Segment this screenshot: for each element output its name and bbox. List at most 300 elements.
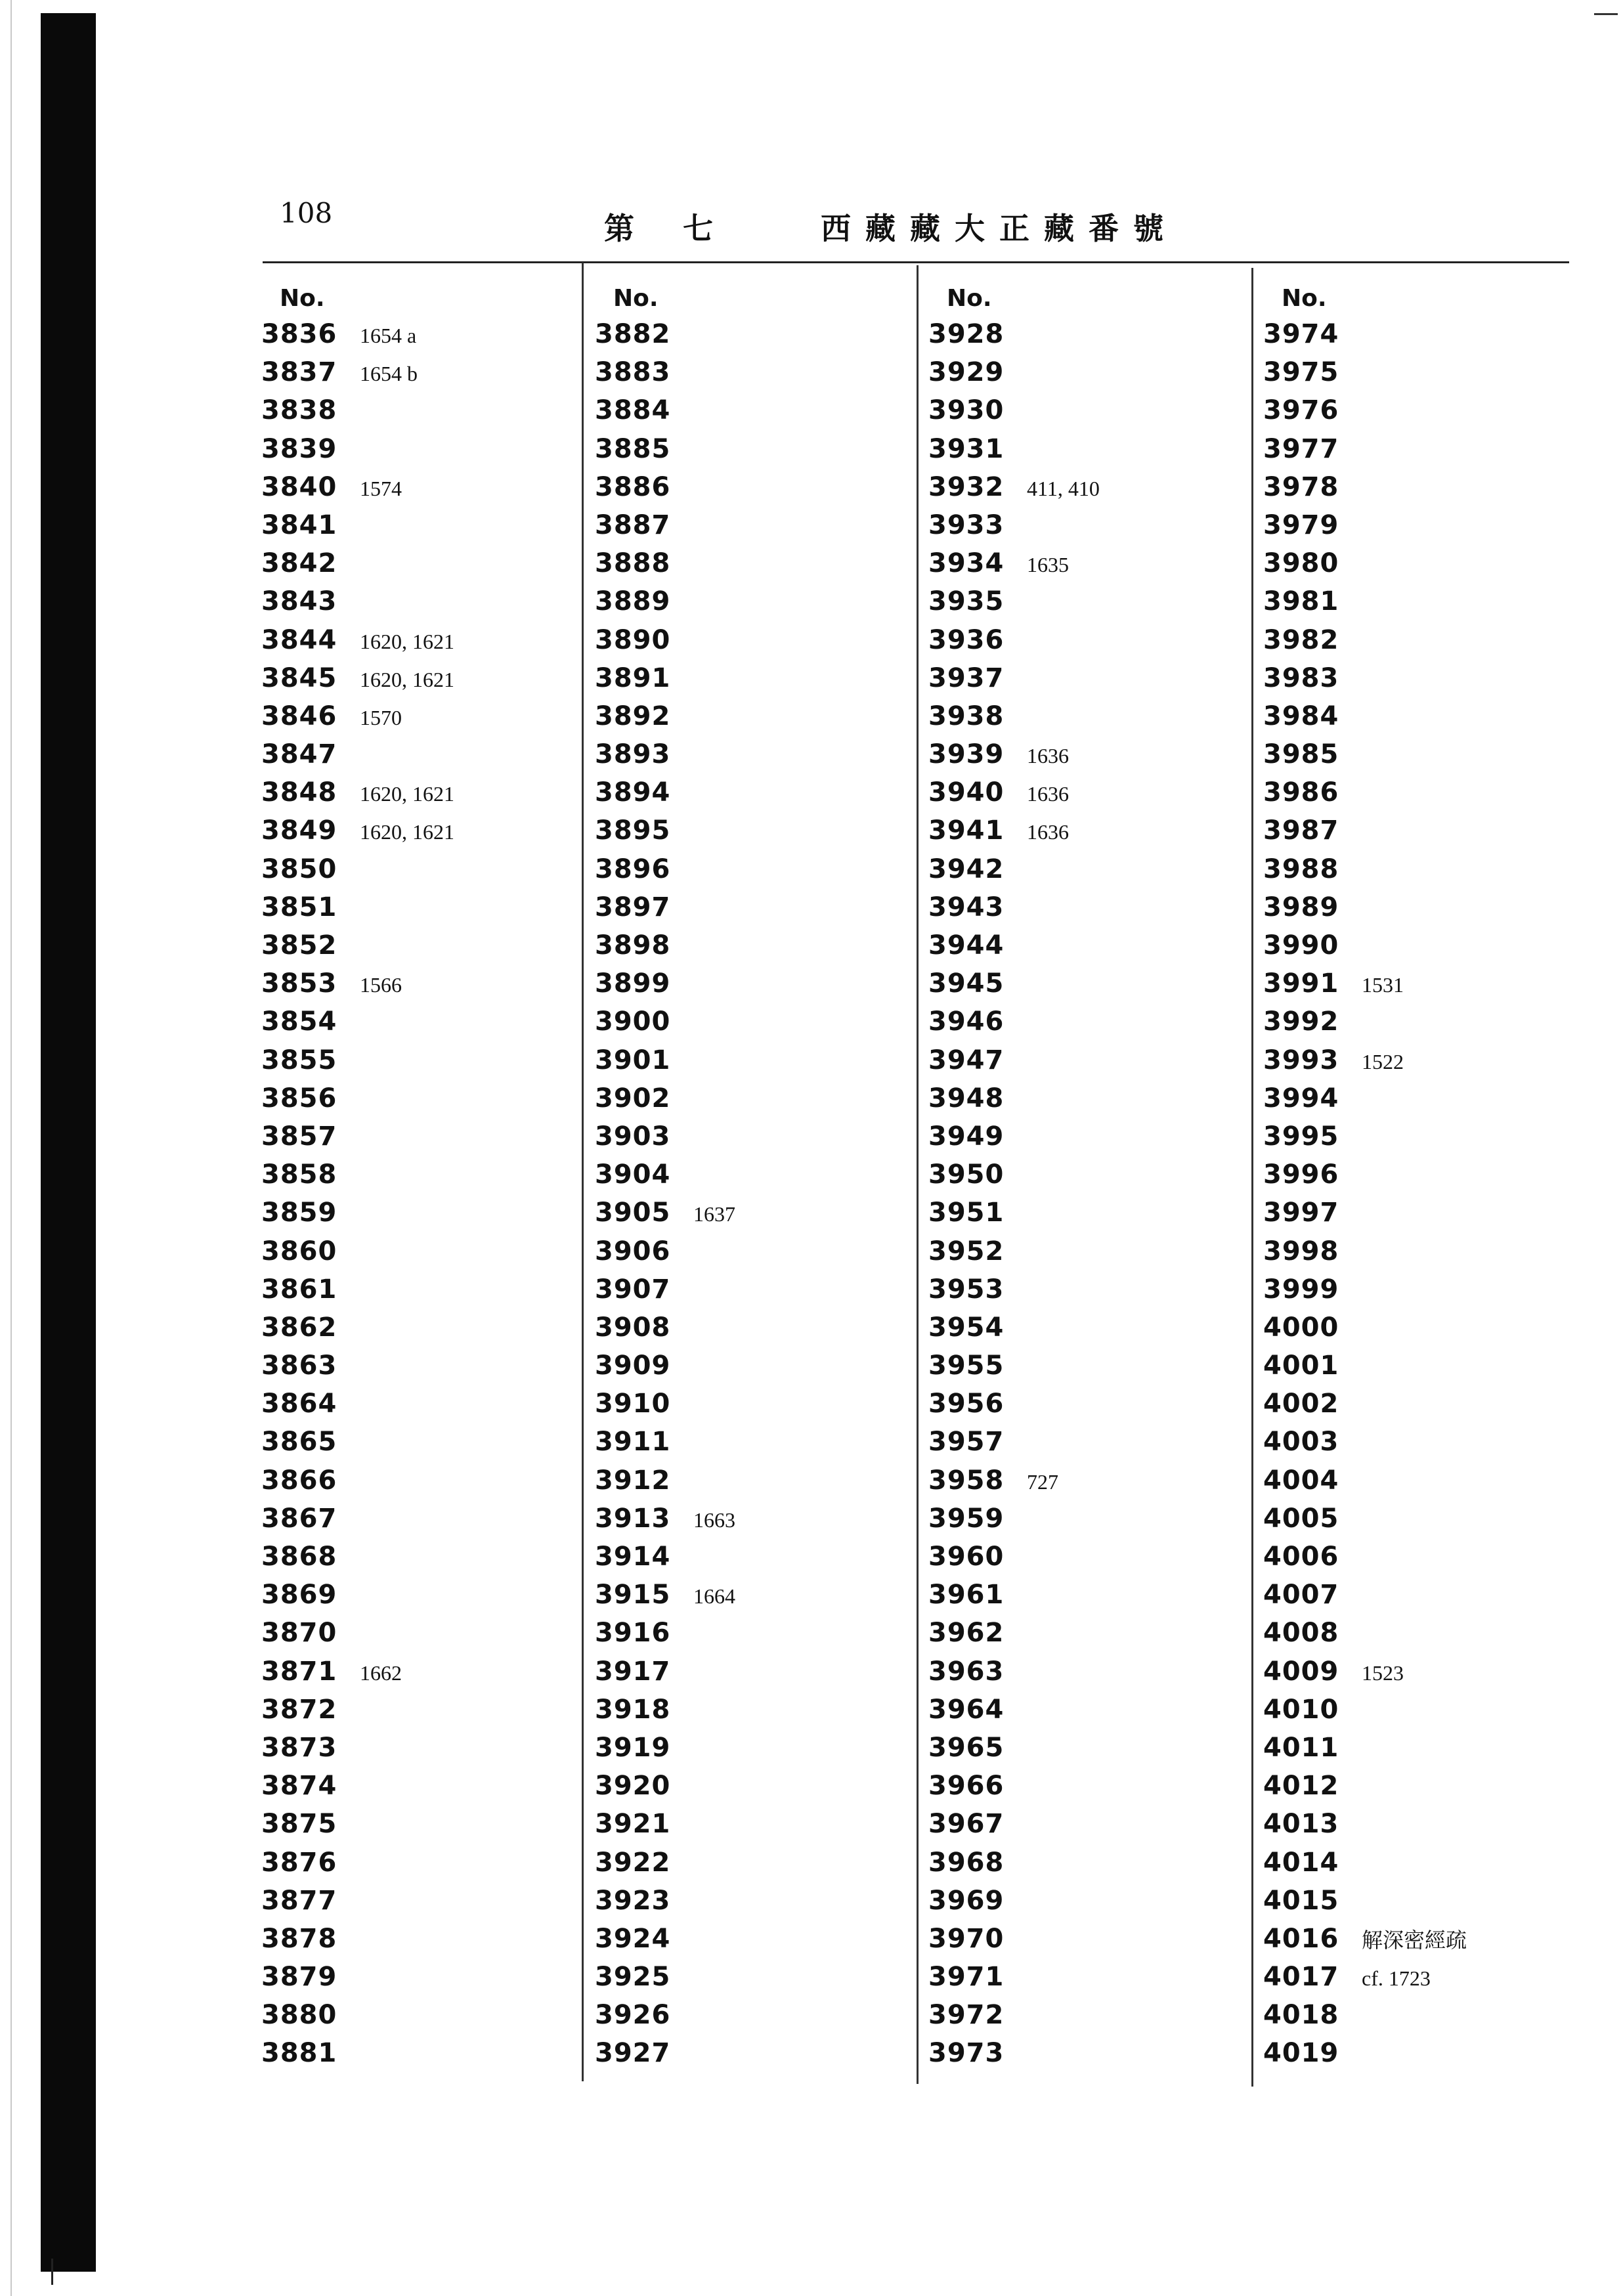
tibetan-number: 3882 — [595, 319, 671, 349]
index-entry — [595, 1041, 897, 1079]
tibetan-number: 3921 — [595, 1809, 671, 1840]
index-entry — [928, 1996, 1230, 2034]
tibetan-number: 3956 — [928, 1389, 1005, 1419]
index-entry — [928, 582, 1230, 620]
index-entry — [1263, 1882, 1565, 1920]
index-entry — [261, 1958, 563, 1996]
index-entry — [1263, 850, 1565, 888]
column-heading: No. — [280, 285, 325, 312]
index-entry — [928, 506, 1230, 544]
tibetan-number: 3999 — [1263, 1274, 1339, 1305]
index-entry — [261, 1882, 563, 1920]
index-entry — [261, 1003, 563, 1041]
index-entry — [595, 1003, 897, 1041]
index-entry — [261, 353, 563, 391]
index-entry — [928, 697, 1230, 735]
tibetan-number: 3848 — [261, 777, 337, 808]
tibetan-number: 3849 — [261, 815, 337, 846]
tibetan-number: 3890 — [595, 624, 671, 655]
tibetan-number: 3933 — [928, 509, 1005, 540]
taisho-reference: 1636 — [1027, 782, 1069, 806]
title-char: 番 — [1089, 211, 1122, 246]
index-entry — [595, 964, 897, 1003]
index-entry — [1263, 353, 1565, 391]
index-entry — [928, 1385, 1230, 1423]
page-edge-line — [11, 0, 12, 2296]
tibetan-number: 3959 — [928, 1503, 1005, 1534]
taisho-reference: 411, 410 — [1027, 476, 1100, 500]
tibetan-number: 3947 — [928, 1045, 1005, 1075]
tibetan-number: 3860 — [261, 1236, 337, 1267]
index-entry — [1263, 1309, 1565, 1347]
index-entry — [928, 1309, 1230, 1347]
index-entry — [928, 1194, 1230, 1232]
index-entry — [595, 1882, 897, 1920]
tibetan-number: 4007 — [1263, 1580, 1339, 1611]
tibetan-number: 3895 — [595, 815, 671, 846]
index-entry — [928, 1003, 1230, 1041]
tibetan-number: 3880 — [261, 2000, 337, 2031]
spine-foot-mark — [51, 2259, 53, 2285]
taisho-reference: 1620, 1621 — [360, 820, 454, 844]
index-entry — [595, 430, 897, 468]
index-entry — [928, 1423, 1230, 1461]
tibetan-number: 4008 — [1263, 1618, 1339, 1649]
tibetan-number: 3965 — [928, 1732, 1005, 1763]
index-entry — [261, 697, 563, 735]
tibetan-number: 3934 — [928, 548, 1005, 579]
index-entry — [928, 926, 1230, 964]
index-entry — [928, 1767, 1230, 1805]
index-entry — [928, 1117, 1230, 1156]
index-entry — [595, 850, 897, 888]
index-entry — [595, 1347, 897, 1385]
index-entry — [261, 430, 563, 468]
taisho-reference: cf. 1723 — [1362, 1966, 1431, 1991]
index-column-1 — [261, 282, 563, 2073]
taisho-reference: 1635 — [1027, 553, 1069, 577]
tibetan-number: 3838 — [261, 395, 337, 426]
index-entry — [595, 1805, 897, 1843]
column-heading: No. — [1282, 285, 1327, 312]
index-entry — [1263, 1003, 1565, 1041]
taisho-reference: 727 — [1027, 1469, 1058, 1494]
tibetan-number: 3879 — [261, 1962, 337, 1993]
index-entry — [928, 888, 1230, 926]
tibetan-number: 3836 — [261, 319, 337, 349]
index-entry — [1263, 697, 1565, 735]
index-entry — [928, 1882, 1230, 1920]
index-entry — [928, 1500, 1230, 1538]
index-column-3 — [928, 282, 1230, 2073]
tibetan-number: 3986 — [1263, 777, 1339, 808]
tibetan-number: 3843 — [261, 586, 337, 617]
index-entry — [928, 1958, 1230, 1996]
tibetan-number: 3980 — [1263, 548, 1339, 579]
tibetan-number: 3948 — [928, 1083, 1005, 1114]
header-rule — [263, 261, 1569, 263]
tibetan-number: 3871 — [261, 1656, 337, 1687]
tibetan-number: 3892 — [595, 701, 671, 731]
tibetan-number: 3898 — [595, 930, 671, 961]
index-entry — [261, 2034, 563, 2072]
taisho-reference: 1662 — [360, 1660, 402, 1685]
column-heading: No. — [947, 285, 992, 312]
tibetan-number: 3927 — [595, 2038, 671, 2069]
tibetan-number: 3896 — [595, 854, 671, 884]
taisho-reference: 1531 — [1362, 973, 1404, 997]
tibetan-number: 3932 — [928, 471, 1005, 502]
tibetan-number: 3949 — [928, 1121, 1005, 1152]
index-entry — [595, 1996, 897, 2034]
title-char: 藏 — [910, 211, 943, 246]
index-entry — [261, 1844, 563, 1882]
title-char: 大 — [955, 211, 988, 246]
index-entry — [928, 315, 1230, 353]
index-entry — [928, 1232, 1230, 1270]
tibetan-number: 3967 — [928, 1809, 1005, 1840]
tibetan-number: 3899 — [595, 968, 671, 999]
index-entry — [1263, 1653, 1565, 1691]
tibetan-number: 3985 — [1263, 739, 1339, 770]
tibetan-number: 3916 — [595, 1618, 671, 1649]
taisho-reference: 解深密經疏 — [1362, 1928, 1467, 1952]
index-entry — [261, 1194, 563, 1232]
chapter-char: 七 — [683, 211, 716, 246]
index-entry — [928, 430, 1230, 468]
index-entry — [928, 621, 1230, 659]
tibetan-number: 3960 — [928, 1542, 1005, 1572]
index-entry — [261, 1767, 563, 1805]
tibetan-number: 4017 — [1263, 1962, 1339, 1993]
tibetan-number: 3978 — [1263, 471, 1339, 502]
taisho-reference: 1566 — [360, 973, 402, 997]
index-entry — [595, 697, 897, 735]
tibetan-number: 3904 — [595, 1159, 671, 1190]
tibetan-number: 3852 — [261, 930, 337, 961]
tibetan-number: 3861 — [261, 1274, 337, 1305]
tibetan-number: 4000 — [1263, 1312, 1339, 1343]
tibetan-number: 3924 — [595, 1923, 671, 1954]
index-entry — [595, 1614, 897, 1652]
index-entry — [595, 888, 897, 926]
tibetan-number: 3858 — [261, 1159, 337, 1190]
tibetan-number: 3854 — [261, 1007, 337, 1037]
taisho-reference: 1664 — [693, 1584, 735, 1609]
index-entry — [595, 621, 897, 659]
tibetan-number: 3881 — [261, 2038, 337, 2069]
tibetan-number: 3964 — [928, 1694, 1005, 1725]
index-entry — [261, 1805, 563, 1843]
index-entry — [1263, 964, 1565, 1003]
index-entry — [595, 1309, 897, 1347]
tibetan-number: 3894 — [595, 777, 671, 808]
index-entry — [1263, 2034, 1565, 2072]
tibetan-number: 3935 — [928, 586, 1005, 617]
tibetan-number: 3868 — [261, 1542, 337, 1572]
tibetan-number: 3913 — [595, 1503, 671, 1534]
index-entry — [1263, 506, 1565, 544]
index-entry — [595, 1500, 897, 1538]
tibetan-number: 3855 — [261, 1045, 337, 1075]
index-entry — [595, 506, 897, 544]
section-title — [821, 211, 1178, 246]
taisho-reference: 1522 — [1362, 1049, 1404, 1073]
index-entry — [595, 1958, 897, 1996]
index-entry — [1263, 468, 1565, 506]
tibetan-number: 3845 — [261, 662, 337, 693]
tibetan-number: 3907 — [595, 1274, 671, 1305]
index-entry — [1263, 659, 1565, 697]
taisho-reference: 1620, 1621 — [360, 629, 454, 653]
index-entry — [1263, 1462, 1565, 1500]
index-entry — [261, 1041, 563, 1079]
tibetan-number: 3917 — [595, 1656, 671, 1687]
tibetan-number: 4018 — [1263, 2000, 1339, 2031]
tibetan-number: 3901 — [595, 1045, 671, 1075]
tibetan-number: 3912 — [595, 1465, 671, 1496]
index-entry — [595, 353, 897, 391]
corner-mark — [1594, 13, 1618, 15]
tibetan-number: 3874 — [261, 1771, 337, 1802]
index-entry — [928, 1844, 1230, 1882]
tibetan-number: 3957 — [928, 1427, 1005, 1458]
column-divider — [582, 263, 584, 2081]
tibetan-number: 3883 — [595, 357, 671, 388]
index-column-2 — [595, 282, 897, 2073]
index-entry — [595, 1729, 897, 1767]
index-entry — [928, 468, 1230, 506]
title-char: 正 — [999, 211, 1033, 246]
index-entry — [1263, 544, 1565, 582]
tibetan-number: 3914 — [595, 1542, 671, 1572]
tibetan-number: 4011 — [1263, 1732, 1339, 1763]
index-entry — [595, 1691, 897, 1729]
page-number: 108 — [280, 197, 333, 229]
tibetan-number: 3930 — [928, 395, 1005, 426]
tibetan-number: 3926 — [595, 2000, 671, 2031]
taisho-reference: 1574 — [360, 476, 402, 500]
tibetan-number: 3979 — [1263, 509, 1339, 540]
tibetan-number: 4014 — [1263, 1847, 1339, 1878]
tibetan-number: 4006 — [1263, 1542, 1339, 1572]
tibetan-number: 3839 — [261, 433, 337, 464]
index-entry — [1263, 1729, 1565, 1767]
tibetan-number: 4004 — [1263, 1465, 1339, 1496]
tibetan-number: 3939 — [928, 739, 1005, 770]
index-entry — [1263, 1920, 1565, 1958]
tibetan-number: 3870 — [261, 1618, 337, 1649]
index-entry — [928, 1462, 1230, 1500]
index-entry — [261, 1117, 563, 1156]
index-entry — [1263, 1079, 1565, 1117]
tibetan-number: 3950 — [928, 1159, 1005, 1190]
tibetan-number: 3995 — [1263, 1121, 1339, 1152]
title-char: 號 — [1133, 211, 1167, 246]
index-entry — [261, 621, 563, 659]
index-entry — [1263, 430, 1565, 468]
tibetan-number: 3997 — [1263, 1198, 1339, 1228]
index-entry — [928, 964, 1230, 1003]
index-entry — [261, 1270, 563, 1309]
tibetan-number: 3837 — [261, 357, 337, 388]
index-entry — [928, 544, 1230, 582]
column-divider — [917, 265, 919, 2084]
index-entry — [928, 1270, 1230, 1309]
tibetan-number: 3942 — [928, 854, 1005, 884]
tibetan-number: 3915 — [595, 1580, 671, 1611]
tibetan-number: 3844 — [261, 624, 337, 655]
index-entry — [1263, 1767, 1565, 1805]
tibetan-number: 3846 — [261, 701, 337, 731]
tibetan-number: 4009 — [1263, 1656, 1339, 1687]
index-entry — [261, 773, 563, 812]
index-entry — [928, 1920, 1230, 1958]
index-entry — [595, 1576, 897, 1614]
tibetan-number: 3972 — [928, 2000, 1005, 2031]
tibetan-number: 3919 — [595, 1732, 671, 1763]
index-entry — [928, 1079, 1230, 1117]
tibetan-number: 3941 — [928, 815, 1005, 846]
tibetan-number: 3864 — [261, 1389, 337, 1419]
index-entry — [1263, 1117, 1565, 1156]
tibetan-number: 3951 — [928, 1198, 1005, 1228]
index-entry — [1263, 1805, 1565, 1843]
tibetan-number: 3977 — [1263, 433, 1339, 464]
title-char: 西 — [821, 211, 854, 246]
index-entry — [928, 1653, 1230, 1691]
running-title — [604, 205, 1178, 248]
index-entry — [928, 1156, 1230, 1194]
index-entry — [595, 1767, 897, 1805]
index-entry — [261, 926, 563, 964]
index-entry — [261, 1423, 563, 1461]
index-entry — [261, 1079, 563, 1117]
tibetan-number: 3931 — [928, 433, 1005, 464]
tibetan-number: 4003 — [1263, 1427, 1339, 1458]
tibetan-number: 3918 — [595, 1694, 671, 1725]
index-entry — [595, 468, 897, 506]
index-entry — [1263, 1614, 1565, 1652]
tibetan-number: 3873 — [261, 1732, 337, 1763]
index-entry — [928, 773, 1230, 812]
binding-spine — [41, 13, 96, 2272]
index-entry — [1263, 1958, 1565, 1996]
tibetan-number: 3963 — [928, 1656, 1005, 1687]
index-entry — [1263, 735, 1565, 773]
index-entry — [1263, 1538, 1565, 1576]
tibetan-number: 3938 — [928, 701, 1005, 731]
column-divider — [1251, 268, 1253, 2087]
tibetan-number: 4002 — [1263, 1389, 1339, 1419]
index-entry — [1263, 1232, 1565, 1270]
tibetan-number: 3857 — [261, 1121, 337, 1152]
index-entry — [595, 315, 897, 353]
index-column-4 — [1263, 282, 1565, 2073]
index-entry — [1263, 1500, 1565, 1538]
index-entry — [261, 1996, 563, 2034]
tibetan-number: 3841 — [261, 509, 337, 540]
index-entry — [261, 1385, 563, 1423]
tibetan-number: 4019 — [1263, 2038, 1339, 2069]
chapter-label — [604, 205, 716, 248]
tibetan-number: 3970 — [928, 1923, 1005, 1954]
index-entry — [595, 1653, 897, 1691]
index-entry — [928, 1614, 1230, 1652]
tibetan-number: 3973 — [928, 2038, 1005, 2069]
tibetan-number: 3863 — [261, 1351, 337, 1381]
index-entry — [1263, 926, 1565, 964]
tibetan-number: 3966 — [928, 1771, 1005, 1802]
tibetan-number: 3954 — [928, 1312, 1005, 1343]
index-entry — [928, 1347, 1230, 1385]
index-entry — [261, 1729, 563, 1767]
tibetan-number: 3878 — [261, 1923, 337, 1954]
tibetan-number: 3975 — [1263, 357, 1339, 388]
tibetan-number: 3991 — [1263, 968, 1339, 999]
tibetan-number: 3908 — [595, 1312, 671, 1343]
taisho-reference: 1636 — [1027, 744, 1069, 768]
tibetan-number: 3987 — [1263, 815, 1339, 846]
tibetan-number: 3853 — [261, 968, 337, 999]
taisho-reference: 1523 — [1362, 1660, 1404, 1685]
index-entry — [928, 812, 1230, 850]
tibetan-number: 3929 — [928, 357, 1005, 388]
index-entry — [928, 391, 1230, 429]
tibetan-number: 3867 — [261, 1503, 337, 1534]
tibetan-number: 4010 — [1263, 1694, 1339, 1725]
index-entry — [261, 506, 563, 544]
index-entry — [1263, 1347, 1565, 1385]
index-entry — [261, 735, 563, 773]
index-entry — [1263, 1041, 1565, 1079]
tibetan-number: 3902 — [595, 1083, 671, 1114]
index-entry — [928, 2034, 1230, 2072]
chapter-char: 第 — [604, 211, 637, 246]
tibetan-number: 3993 — [1263, 1045, 1339, 1075]
index-entry — [1263, 391, 1565, 429]
index-entry — [595, 1385, 897, 1423]
index-entry — [1263, 1385, 1565, 1423]
tibetan-number: 3903 — [595, 1121, 671, 1152]
index-entry — [261, 850, 563, 888]
index-entry — [595, 1538, 897, 1576]
tibetan-number: 3865 — [261, 1427, 337, 1458]
taisho-reference: 1637 — [693, 1202, 735, 1226]
taisho-reference: 1620, 1621 — [360, 667, 454, 691]
tibetan-number: 3925 — [595, 1962, 671, 1993]
tibetan-number: 3943 — [928, 892, 1005, 922]
index-entry — [1263, 1156, 1565, 1194]
index-entry — [1263, 1844, 1565, 1882]
index-entry — [261, 315, 563, 353]
index-entry — [928, 1538, 1230, 1576]
tibetan-number: 3897 — [595, 892, 671, 922]
tibetan-number: 3905 — [595, 1198, 671, 1228]
tibetan-number: 3968 — [928, 1847, 1005, 1878]
tibetan-number: 3981 — [1263, 586, 1339, 617]
tibetan-number: 3982 — [1263, 624, 1339, 655]
tibetan-number: 3953 — [928, 1274, 1005, 1305]
tibetan-number: 3988 — [1263, 854, 1339, 884]
index-entry — [595, 1270, 897, 1309]
index-entry — [261, 812, 563, 850]
index-entry — [595, 735, 897, 773]
tibetan-number: 3994 — [1263, 1083, 1339, 1114]
tibetan-number: 3887 — [595, 509, 671, 540]
index-entry — [928, 1041, 1230, 1079]
index-entry — [261, 1309, 563, 1347]
